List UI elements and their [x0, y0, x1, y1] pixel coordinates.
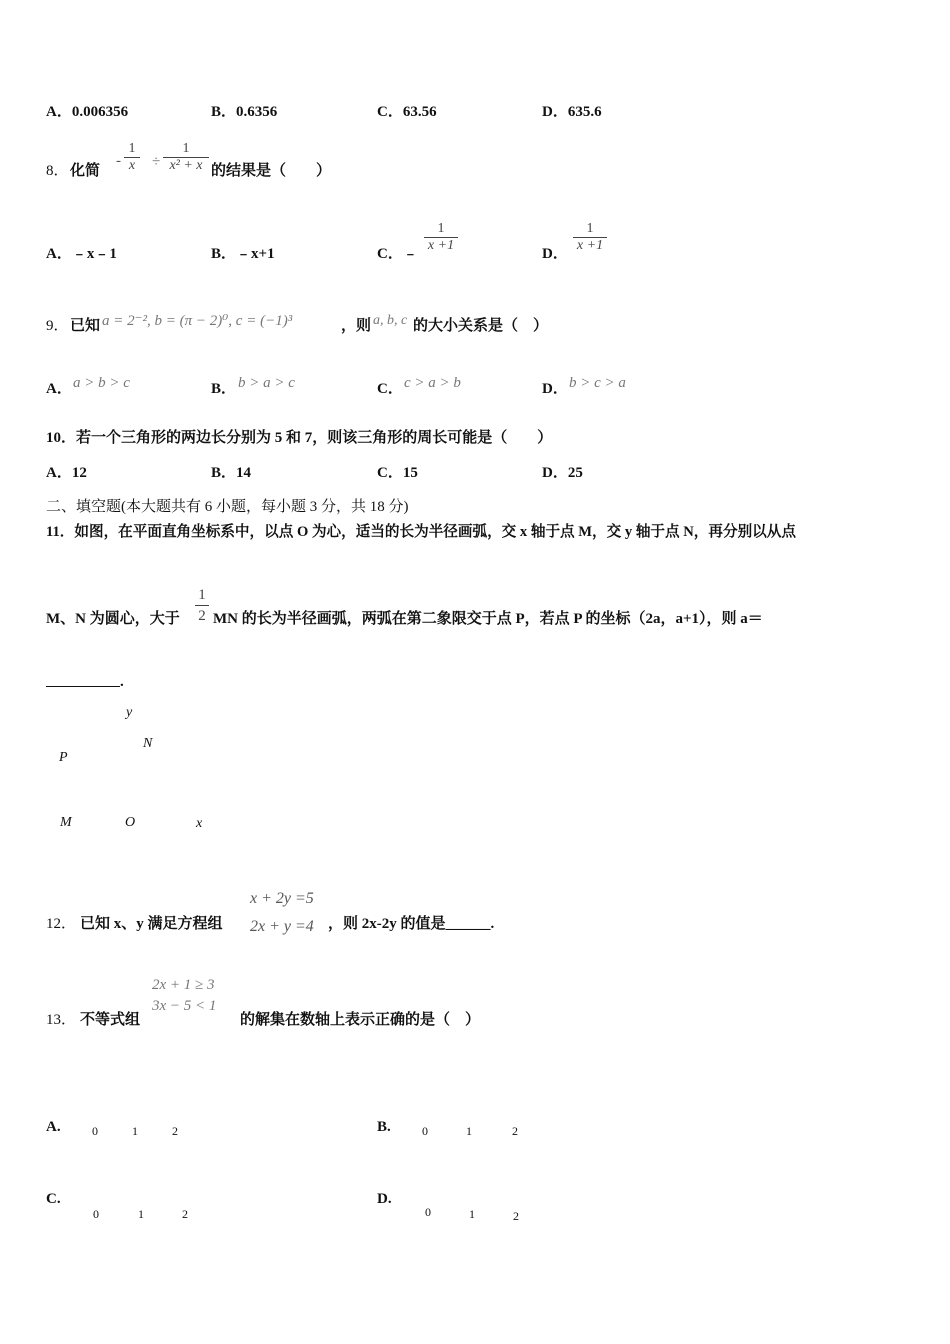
q8-suffix: 的结果是（ ）	[211, 163, 332, 179]
q13-b-tick-2: 2	[512, 1124, 518, 1138]
q11-half-frac: 1 2	[195, 585, 209, 626]
q13-eq1: 2x + 1 ≥ 3	[152, 977, 215, 993]
q11-figure-y-label: y	[126, 705, 133, 720]
q11-blank-end: .	[120, 674, 124, 690]
q10-stem: 10．若一个三角形的两边长分别为 5 和 7，则该三角形的周长可能是（ ）	[46, 430, 553, 446]
q8-frac1: 1 x	[124, 141, 140, 174]
q9-option-c-label: C．	[377, 381, 403, 397]
q13-a-tick-0: 0	[92, 1124, 98, 1138]
q9-option-b-label: B．	[211, 381, 237, 397]
q9-option-a-value: a > b > c	[73, 375, 130, 391]
q7-option-d: D．635.6	[542, 104, 602, 120]
q13-option-d-label: D.	[377, 1191, 392, 1207]
q8-option-a: A．﹣x﹣1	[46, 246, 117, 262]
q13-suffix: 的解集在数轴上表示正确的是（ ）	[240, 1012, 481, 1028]
q8-minus: -	[116, 153, 121, 169]
q8-option-d: D．	[542, 246, 568, 262]
q9-prefix: 已知	[70, 318, 101, 334]
q8-option-c: C．﹣	[377, 246, 418, 262]
q8-div-sign: ÷	[152, 154, 161, 170]
q11-figure-x-label: x	[196, 816, 203, 831]
q13-c-tick-1: 1	[138, 1207, 144, 1221]
q9-option-d-label: D．	[542, 381, 568, 397]
q8-number: 8．	[46, 163, 69, 179]
q8-option-b: B．﹣x+1	[211, 246, 275, 262]
q11-figure-m-label: M	[60, 815, 72, 830]
section-2-heading: 二、填空题(本大题共有 6 小题，每小题 3 分，共 18 分)	[46, 499, 409, 515]
q11-line1: 11．如图，在平面直角坐标系中，以点 O 为心，适当的长为半径画弧，交 x 轴于点 M，交 y 轴于点 N，再分别以从点	[46, 524, 796, 540]
q9-option-b-value: b > a > c	[238, 375, 295, 391]
q13-a-tick-2: 2	[172, 1124, 178, 1138]
q11-line2-post: MN 的长为半径画弧，两弧在第二象限交于点 P，若点 P 的坐标（2a，a+1），则 a＝	[213, 611, 763, 627]
q10-option-a: A．12	[46, 465, 87, 481]
q8-option-d-frac: 1 x +1	[573, 221, 607, 254]
q13-eq2: 3x − 5 < 1	[152, 998, 217, 1014]
q9-option-a-label: A．	[46, 381, 72, 397]
q9-formula: a = 2⁻², b = (π − 2)⁰, c = (−1)³	[102, 313, 293, 329]
q8-prefix: 化简	[70, 163, 101, 179]
q12-eq1: x + 2y =5	[250, 890, 314, 907]
q12-eq2: 2x + y =4	[250, 918, 314, 935]
q13-b-tick-0: 0	[422, 1124, 428, 1138]
q9-option-c-value: c > a > b	[404, 375, 461, 391]
q13-a-tick-1: 1	[132, 1124, 138, 1138]
q13-option-b-label: B.	[377, 1119, 391, 1135]
q11-answer-blank[interactable]	[46, 672, 120, 687]
q11-figure-p-label: P	[59, 750, 68, 765]
q9-number: 9．	[46, 318, 69, 334]
q8-option-c-frac: 1 x +1	[424, 221, 458, 254]
q7-option-a: A．0.006356	[46, 104, 129, 120]
q13-c-tick-0: 0	[93, 1207, 99, 1221]
q12-suffix: ，则 2x-2y 的值是______.	[328, 916, 495, 932]
q7-option-c: C．63.56	[377, 104, 437, 120]
q12-prefix: 已知 x、y 满足方程组	[80, 916, 223, 932]
q12-number: 12．	[46, 916, 77, 932]
q10-option-d: D．25	[542, 465, 583, 481]
q8-frac2: 1 x² + x	[163, 141, 209, 174]
q9-mid: ，则	[341, 318, 372, 334]
q11-figure-n-label: N	[143, 736, 153, 751]
q13-c-tick-2: 2	[182, 1207, 188, 1221]
q10-option-b: B．14	[211, 465, 252, 481]
q13-d-tick-0: 0	[425, 1205, 431, 1219]
q9-vars: a, b, c	[373, 313, 408, 328]
q13-b-tick-1: 1	[466, 1124, 472, 1138]
q11-figure-o-label: O	[125, 815, 136, 830]
q13-d-tick-2: 2	[513, 1209, 519, 1223]
q13-d-tick-1: 1	[469, 1207, 475, 1221]
q10-option-c: C．15	[377, 465, 418, 481]
q7-option-b: B．0.6356	[211, 104, 278, 120]
q13-option-a-label: A.	[46, 1119, 61, 1135]
q13-prefix: 不等式组	[80, 1012, 141, 1028]
q11-line2-pre: M、N 为圆心，大于	[46, 611, 180, 627]
q9-suffix: 的大小关系是（ ）	[413, 318, 549, 334]
q9-option-d-value: b > c > a	[569, 375, 626, 391]
q13-option-c-label: C.	[46, 1191, 61, 1207]
q13-number: 13．	[46, 1012, 77, 1028]
